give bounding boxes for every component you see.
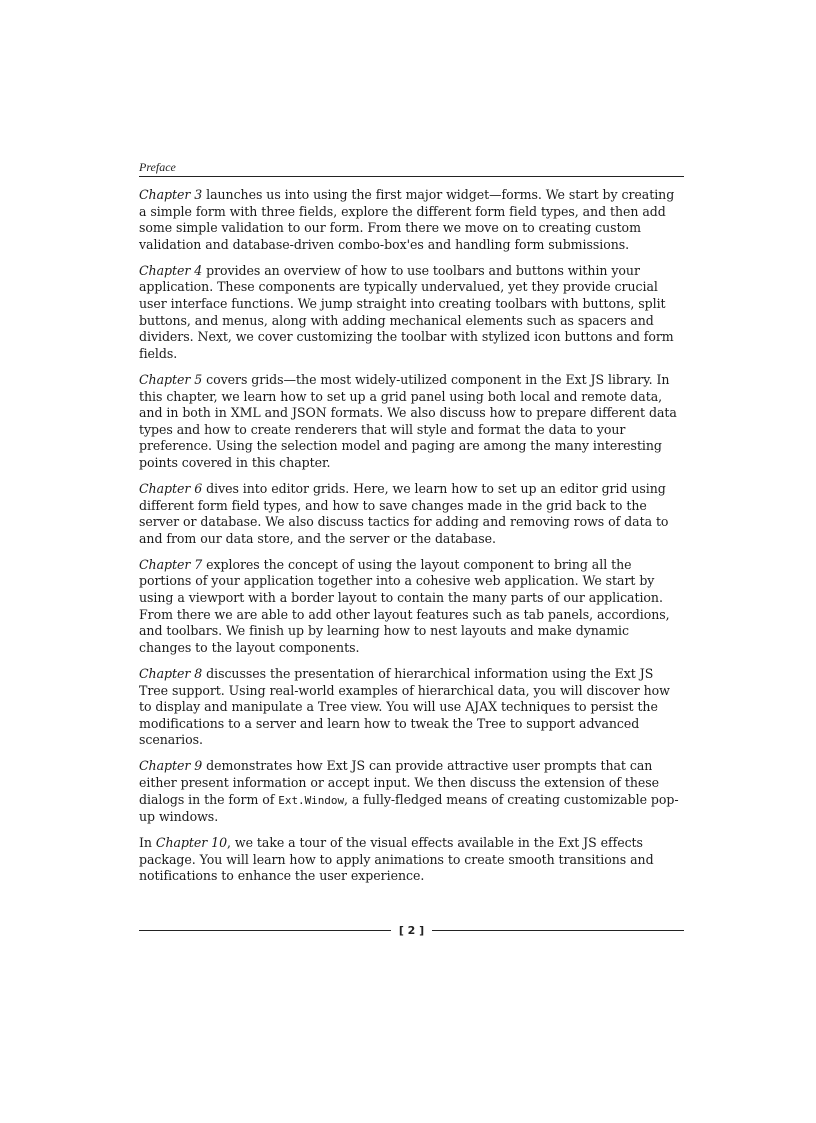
footer-rule-left bbox=[139, 930, 391, 931]
chapter-ref: Chapter 7 bbox=[139, 556, 203, 572]
paragraph-chapter-3 bbox=[139, 187, 684, 253]
page-footer bbox=[139, 922, 684, 938]
chapter-ref: Chapter 4 bbox=[139, 262, 203, 278]
paragraph-chapter-10 bbox=[139, 835, 684, 885]
paragraph-lead: In bbox=[139, 835, 156, 851]
chapter-ref: Chapter 10 bbox=[155, 835, 228, 851]
page-content bbox=[139, 160, 684, 895]
paragraph-text: , we take a tour of the visual effects available in the Ext JS effects package. You will learn how to apply animations to create smooth transitions and notifications to enhance the user experience. bbox=[139, 835, 654, 884]
inline-code: Ext.Window bbox=[278, 793, 345, 807]
paragraph-text: covers grids—the most widely-utilized component in the Ext JS library. In this chapter, we learn how to set up a grid panel using both local and remote data, and in both in XML and JSON formats. We also discuss how to prepare different data types and how to create renderers that will style and format the data to your preference. Using the selection model and paging are among the many interesting points covered in this chapter. bbox=[139, 371, 677, 470]
paragraph-text-after: , a fully-fledged means of creating customizable pop-up windows. bbox=[139, 791, 679, 825]
chapter-ref: Chapter 6 bbox=[139, 481, 203, 496]
paragraph-text: explores the concept of using the layout component to bring all the portions of your application together into a cohesive web application. We start by using a viewport with a border layout to contain the many parts of our application. From there we are able to add other layout features such as tab panels, accordions, and toolbars. We finish up by learning how to nest layouts and make dynamic changes to the layout components. bbox=[139, 556, 670, 655]
chapter-ref: Chapter 5 bbox=[139, 371, 203, 387]
paragraph-chapter-5 bbox=[139, 372, 684, 472]
paragraph-chapter-9 bbox=[139, 758, 684, 825]
paragraph-chapter-7 bbox=[139, 557, 684, 657]
paragraph-text: launches us into using the first major widget—forms. We start by creating a simple form with three fields, explore the different form field types, and then add some simple validation to our form. From there we move on to creating custom validation and database-driven combo-box'es and handling form submissions. bbox=[139, 187, 675, 252]
footer-rule-right bbox=[432, 930, 684, 931]
paragraph-chapter-4 bbox=[139, 263, 684, 363]
page-number: [ 2 ] bbox=[398, 923, 425, 937]
chapter-ref: Chapter 9 bbox=[139, 758, 203, 774]
paragraph-text: provides an overview of how to use toolbars and buttons within your application. These components are typically undervalued, yet they provide crucial user interface functions. We jump straight into creating toolbars with buttons, split buttons, and menus, along with adding mechanical elements such as spacers and dividers. Next, we cover customizing the toolbar with stylized icon buttons and form fields. bbox=[139, 262, 674, 361]
paragraph-text: demonstrates how Ext JS can provide attractive user prompts that can either present information or accept input. We then discuss the extension of these dialogs in the form of bbox=[139, 758, 660, 807]
paragraph-text: discusses the presentation of hierarchical information using the Ext JS Tree support. Using real-world examples of hierarchical data, you will discover how to display and manipulate a Tree view. You will use AJAX techniques to persist the modifications to a server and learn how to tweak the Tree to support advanced scenarios. bbox=[139, 665, 670, 748]
chapter-ref: Chapter 8 bbox=[139, 665, 203, 681]
running-head: Preface bbox=[139, 160, 684, 177]
paragraph-text: dives into editor grids. Here, we learn how to set up an editor grid using different form field types, and how to save changes made in the grid back to the server or database. We also discuss tactics for adding and removing rows of data to and from our data store, and the server or the database. bbox=[139, 481, 669, 546]
paragraph-chapter-6 bbox=[139, 481, 684, 547]
paragraph-chapter-8 bbox=[139, 666, 684, 749]
chapter-ref: Chapter 3 bbox=[139, 187, 203, 202]
